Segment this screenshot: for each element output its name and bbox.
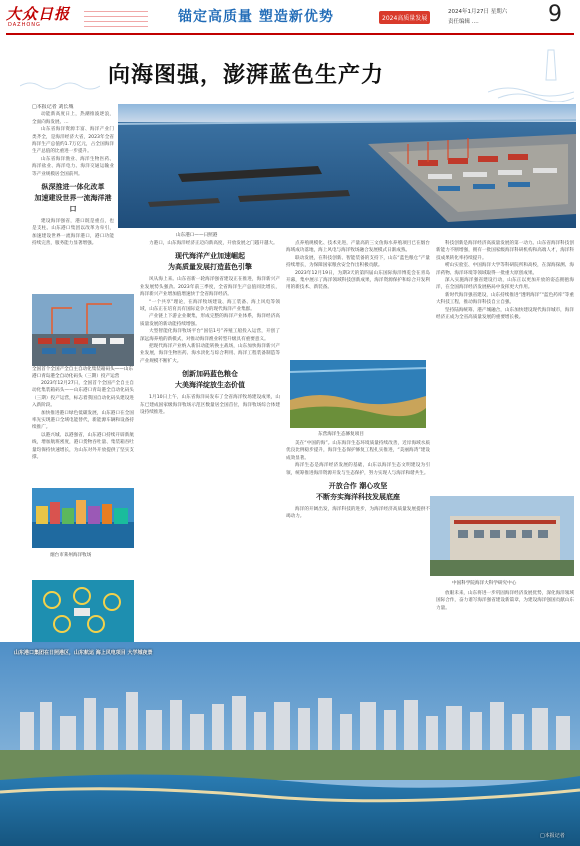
lighthouse-decoration-icon (488, 40, 574, 102)
issue-date: 2024年1月27日 星期六 (448, 9, 508, 15)
container-terminal-photo (32, 294, 134, 366)
article-column-4b (286, 440, 430, 642)
article-paragraph: 加快推进港口绿色低碳发展，山东港口在全国率先实现港口全域电能替代，新能源车辆和设备持续推广。 (32, 410, 134, 431)
masthead-decoration (84, 7, 148, 25)
photo-caption: 山东港口——日照港 (176, 233, 218, 238)
newspaper-logo: 大众日报 (6, 5, 71, 23)
photo-caption: 东营海洋生态修复项目 (318, 432, 364, 437)
article-paragraph: 美在“中国的海”。山东海洋生态环境质量持续改善，近岸海域水质优良比例稳步提升，海洋生态保护修复工程扎实推进，“美丽海湾”建设成效显著。 (286, 441, 430, 461)
panorama-caption: 山东港口集团在日照港区，山东航运 海上风电项目 大学城夜景 (14, 650, 153, 656)
newspaper-logo-sub: DAZHONG (8, 22, 41, 28)
article-paragraph: 2023年12月19日，为期3天的第四届山东国际海洋博览会在青岛开幕，集中展示了海洋领域科技创新成果，海洋资源保护和综合开发利用的新技术、新装备。 (286, 270, 430, 291)
article-column-5 (436, 240, 574, 488)
article-paragraph: 海洋的开阔出发，海洋科技的进步，为海洋经济高质量发展提供不竭动力。 (286, 507, 430, 520)
article-paragraph: 崂山实验室、中国海洋大学等科研院所和高校，在深海探测、海洋药物、海洋环境等领域取得一批重大原创成果。 (436, 263, 574, 276)
article-paragraph: 力港口，山东海洋经济正迈向新高度，开放发展之门越开越大。 (149, 241, 278, 246)
article-paragraph: 放眼未来，山东将进一步巩固海洋经济发展优势，深化海洋领域国际合作，奋力谱写海洋强省建设新篇章，为建设海洋强国贡献山东力量。 (436, 591, 574, 611)
article-intro: 动能新高度日上，热潮推波逐浪，全面向海发展、... (32, 112, 114, 125)
article-paragraph: 海洋生态是海洋经济发展的基础，山东以海洋生态文明建设为引领，统筹推进海洋资源开发与生态保护，努力实现人与海洋和谐共生。 (286, 463, 430, 476)
article-paragraph: 大型智能化海洋牧场平台“国信1号”养殖工船投入运营，开创了深远海养殖的新模式，对推动海洋渔业转型升级具有重要意义。 (140, 329, 280, 342)
masthead (0, 0, 580, 34)
article-column-4 (286, 240, 430, 360)
article-paragraph: 山东省海洋资源丰富、海洋产业门类齐全，是海洋经济大省，2023年全省海洋生产总值约1.7万亿元，占全国海洋生产总值的比重进一步提升。 (32, 127, 114, 155)
article-paragraph: 产业链上下游企业聚集，形成完整的海洋产业体系，海洋经济高质量发展的新动能持续增强。 (140, 314, 280, 327)
article-paragraph: 2023年12月27日，全国首个全国产全自主自动化集装箱码头——山东港口青岛港全自动化码头（三期）投产运营，标志着我国自动化码头建设进入新阶段。 (32, 381, 134, 409)
article-paragraph: 把现代海洋产业纳入新旧动能转换主战场，山东加快海洋新兴产业发展，海洋生物医药、海水淡化与综合利用、海洋工程装备制造等产业规模不断扩大。 (140, 344, 280, 364)
article-column-2 (32, 380, 134, 486)
panorama-credit: □本报记者 (540, 833, 565, 839)
article-paragraph: 新时代海洋强省建设，山东持续推进“透明海洋”“蓝色药库”等重大科技工程，推动海洋科技自立自强。 (436, 292, 574, 306)
section-subhead: 创新加码蓝色粮仓 大美海洋绽放生态价值 (175, 370, 245, 390)
article-column-3 (140, 240, 280, 642)
article-paragraph: 坚持陆海统筹、港产城融合，山东加快建设现代海洋城市，海洋经济正成为全省高质量发展的重要增长极。 (436, 307, 574, 321)
section-subhead: 纵深推进一体化改革 加速建设世界一流海洋港口 (34, 183, 112, 214)
section-subhead: 现代海洋产业加速崛起 为高质量发展打造蓝色引擎 (168, 252, 252, 272)
article-paragraph: 深入实施海洋强省建设行动，山东正以更加开放的姿态拥抱海洋，在全国海洋经济发展格局中发挥更大作用。 (436, 278, 574, 291)
coastal-city-photo (32, 488, 134, 548)
issue-meta (448, 7, 507, 27)
coastal-panorama-photo (0, 642, 580, 846)
section-subhead: 开放合作 潮心攻坚 不断夯实海洋科技发展底座 (316, 482, 400, 502)
section-slogan: 锚定高质量 塑造新优势 (178, 9, 334, 25)
article-paragraph: 山东省海洋渔业、海洋生物医药、海洋盐业、海洋电力、海洋交通运输业等产业规模居全国前列。 (32, 156, 114, 177)
article-column-1 (32, 104, 114, 292)
article-paragraph: 点养殖规模化、技术先进，产量高的三文鱼海水养殖项目已在烟台海域成功落地，海上风电与海洋牧场融合发展模式日渐成熟。 (286, 241, 430, 254)
masthead-rule (6, 33, 574, 35)
section-badge: 2024高质量发展 (379, 11, 430, 24)
article-headline: 向海图强，澎湃蓝色生产力 (108, 63, 385, 88)
article-paragraph: 建设海洋强省，港口既是重点，也是支柱。山东港口集团以改革为牵引，加速建设世界一流海洋港口，港口功能持续完善，服务能力显著增强。 (32, 219, 114, 247)
issue-editor: 责任编辑 .... (448, 19, 479, 25)
page-number: 9 (548, 2, 562, 27)
port-aerial-image (118, 104, 576, 228)
eco-restoration-photo (290, 360, 426, 428)
research-center-photo (430, 496, 574, 576)
aquaculture-farm-photo (32, 580, 134, 642)
photo-caption: 全国首个全国产全自主自动化集装箱码头——山东港口青岛港全自动化码头（三期）投产运营 (32, 367, 134, 379)
article-paragraph: 风从海上来。山东省新一轮海洋强省建设正在推进，海洋新兴产业发展势头强劲。2023年前三季度，全省海洋生产总值同比增长，海洋新兴产业增加值增速快于全省海洋经济。 (140, 277, 280, 298)
article-paragraph: 科技创新是海洋经济高质量发展的第一动力。山东省海洋科技创新能力不断增强，拥有一批国家级海洋科研机构和高端人才，海洋科技成果转化率持续提升。 (436, 241, 574, 261)
photo-caption: 中国科学院海洋大科学研究中心 (452, 581, 517, 586)
article-paragraph: 以港兴城、以港强省，山东港口持续开辟新航线，增加航班密度，港口货物吞吐量、集装箱吞吐量均保持快速增长，为山东对外开放提供了坚实支撑。 (32, 432, 134, 461)
article-paragraph: 联动发展，在科技创新、智能装备的支持下，山东“蓝色粮仓”产量持续增长，为保障国家粮食安全作出积极贡献。 (286, 255, 430, 269)
article-byline: □本报记者 刘长城 (32, 104, 74, 110)
article-paragraph: 1月10日上午，山东省海洋局发布了全省海洋牧场建设成果，山东已建成国家级海洋牧场示范区数量居全国首位，海洋牧场综合体建设持续推进。 (140, 395, 280, 416)
port-aerial-photo (118, 104, 576, 228)
article-column-5b (436, 590, 574, 642)
photo-caption: 烟台市莱州海洋牧场 (50, 553, 92, 558)
wave-decoration-icon (20, 78, 100, 90)
article-paragraph: “一个共享”理论，在海洋牧场建设、海工装备、海上风电等领域，山东正在培育具有国际竞争力的现代海洋产业集群。 (140, 299, 280, 313)
